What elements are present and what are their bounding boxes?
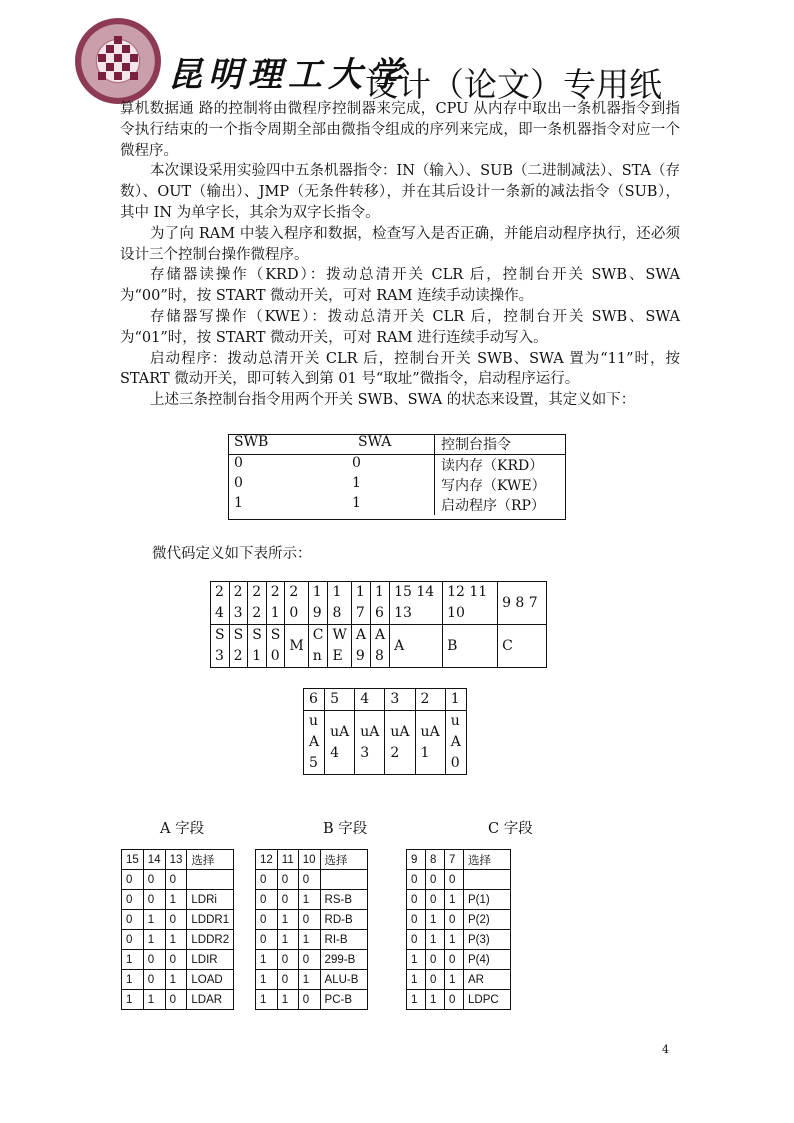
table-row	[228, 475, 566, 495]
table-row	[122, 870, 234, 890]
table-cell: LDAR	[187, 990, 234, 1010]
table-cell: 0	[122, 910, 144, 930]
table-cell: LDIR	[187, 950, 234, 970]
table-header: 14	[143, 850, 165, 870]
field-table	[406, 849, 511, 1010]
table-cell: 0	[426, 970, 445, 990]
table-row	[122, 970, 234, 990]
table-header: 13	[165, 850, 187, 870]
table-cell: 1	[143, 990, 165, 1010]
table-cell: 1	[298, 970, 320, 990]
table-cell: LDDR1	[187, 910, 234, 930]
bit-row	[211, 582, 547, 625]
table-header-row	[228, 434, 566, 455]
bit-cell: 2 4	[211, 582, 230, 625]
bit-cell: 2 3	[229, 582, 248, 625]
field-cell: uA 3	[355, 711, 385, 775]
table-cell: 1	[122, 970, 144, 990]
page-header	[75, 18, 715, 104]
table-header: 15	[122, 850, 144, 870]
table-header-row	[256, 850, 368, 870]
field-c: C	[498, 625, 547, 668]
bit-row	[304, 689, 467, 711]
table-row	[256, 910, 368, 930]
field-cell: uA 2	[385, 711, 415, 775]
table-row	[122, 890, 234, 910]
table-cell: 0	[256, 890, 278, 910]
table-cell: 0	[122, 890, 144, 910]
table-cell: LOAD	[187, 970, 234, 990]
microcode-table	[210, 581, 547, 668]
table-cell: 1	[426, 910, 445, 930]
bit-range-c: 9 8 7	[498, 582, 547, 625]
table-cell: 0	[143, 890, 165, 910]
table-cell: 1	[256, 970, 278, 990]
table-cell: 0	[277, 950, 298, 970]
table-row	[407, 990, 511, 1010]
paragraph: 存储器读操作（KRD）：拨动总清开关 CLR 后，控制台开关 SWB、SWA 为“00”时，按 START 微动开关，可对 RAM 连续手动读操作。	[120, 267, 680, 305]
university-logo	[75, 18, 161, 104]
table-cell: 1	[426, 930, 445, 950]
paragraph: 为了向 RAM 中装入程序和数据，检查写入是否正确，并能启动程序执行，还必须设计三个控制台操作微程序。	[120, 225, 680, 263]
table-cell	[464, 870, 511, 890]
field-row	[211, 625, 547, 668]
table-cell: PC-B	[320, 990, 367, 1010]
table-cell: 0	[256, 930, 278, 950]
table-row	[122, 950, 234, 970]
table-row	[256, 950, 368, 970]
table-cell: 0	[426, 890, 445, 910]
table-cell: 0	[445, 950, 464, 970]
table-cell: 0	[426, 950, 445, 970]
table-cell: 1	[352, 495, 361, 511]
table-header: 选择	[187, 850, 234, 870]
field-cell: C n	[308, 625, 328, 668]
field-cell: A 9	[351, 625, 370, 668]
table-cell: 0	[165, 870, 187, 890]
table-row	[407, 930, 511, 950]
table-cell: 0	[445, 870, 464, 890]
bit-cell: 5	[325, 689, 355, 711]
table-cell: 启动程序（RP）	[435, 495, 567, 515]
bit-cell: 1 6	[370, 582, 389, 625]
table-cell: RI-B	[320, 930, 367, 950]
table-cell: 0	[445, 910, 464, 930]
table-header-row	[407, 850, 511, 870]
field-cell: uA 1	[415, 711, 445, 775]
console-instruction-table	[228, 434, 566, 515]
table-cell	[187, 870, 234, 890]
table-header: SWA	[340, 434, 435, 455]
paragraph: 算机数据通 路的控制将由微程序控制器来完成，CPU 从内存中取出一条机器指令到指令执行结束的一个指令周期全部由微指令组成的序列来完成，即一条机器指令对应一个微程序。	[120, 101, 680, 159]
table-cell: 1	[122, 950, 144, 970]
table-cell: 0	[407, 910, 426, 930]
field-cell: S 0	[266, 625, 285, 668]
table-cell: 0	[277, 890, 298, 910]
table-cell: RD-B	[320, 910, 367, 930]
field-c-label: C 字段	[488, 821, 533, 837]
field-cell: S 1	[248, 625, 267, 668]
table-cell: 1	[165, 890, 187, 910]
table-cell: 0	[165, 950, 187, 970]
table-cell: 1	[298, 930, 320, 950]
table-cell: 0	[234, 455, 243, 471]
table-header: 7	[445, 850, 464, 870]
table-cell: 1	[143, 930, 165, 950]
table-cell: 读内存（KRD）	[435, 455, 567, 476]
next-address-table	[303, 688, 467, 775]
micro-code-caption: 微代码定义如下表所示：	[152, 546, 312, 562]
table-cell: P(1)	[464, 890, 511, 910]
bit-cell: 2	[415, 689, 445, 711]
table-cell: 写内存（KWE）	[435, 475, 567, 495]
table-row	[407, 970, 511, 990]
paragraph: 本次课设采用实验四中五条机器指令：IN（输入）、SUB（二进制减法）、STA（存数）、OUT（输出）、JMP（无条件转移），并在其后设计一条新的减法指令（SUB），其中 IN 为单字长，其余为双字长指令。	[120, 163, 681, 221]
bit-cell: 2 1	[266, 582, 285, 625]
table-header: 12	[256, 850, 278, 870]
body-text	[120, 99, 680, 411]
table-cell: 0	[143, 870, 165, 890]
table-row	[256, 970, 368, 990]
table-row	[256, 890, 368, 910]
table-cell: 0	[122, 870, 144, 890]
table-row	[256, 870, 368, 890]
table-cell: 1	[277, 990, 298, 1010]
table-cell: P(3)	[464, 930, 511, 950]
table-row	[228, 495, 566, 515]
table-cell: 0	[122, 930, 144, 950]
table-row	[407, 950, 511, 970]
table-cell: 0	[298, 950, 320, 970]
field-cell: S 2	[229, 625, 248, 668]
logo-emblem	[93, 36, 143, 86]
table-cell: 1	[445, 930, 464, 950]
table-row	[256, 990, 368, 1010]
table-header: 选择	[320, 850, 367, 870]
table-header-row	[122, 850, 234, 870]
table-cell: 0	[407, 930, 426, 950]
table-cell: 299-B	[320, 950, 367, 970]
table-cell: 1	[407, 970, 426, 990]
table-cell: 1	[122, 990, 144, 1010]
field-table	[121, 849, 234, 1010]
table-cell: LDPC	[464, 990, 511, 1010]
table-cell: 1	[277, 930, 298, 950]
table-cell: 1	[256, 990, 278, 1010]
table-cell: 0	[256, 910, 278, 930]
table-row	[228, 455, 566, 476]
table-cell: LDDR2	[187, 930, 234, 950]
field-cell: u A 0	[445, 711, 466, 775]
table-cell: 0	[298, 870, 320, 890]
table-cell: 0	[143, 970, 165, 990]
field-cell: W E	[328, 625, 351, 668]
bit-cell: 1 8	[328, 582, 351, 625]
table-row	[407, 890, 511, 910]
table-row	[122, 910, 234, 930]
table-cell: 1	[407, 950, 426, 970]
table-cell: 0	[256, 870, 278, 890]
table-cell	[320, 870, 367, 890]
table-cell: RS-B	[320, 890, 367, 910]
table-cell: P(4)	[464, 950, 511, 970]
university-name: 昆明理工大学	[168, 55, 408, 95]
table-cell: 1	[256, 950, 278, 970]
paragraph: 启动程序：拨动总清开关 CLR 后，控制台开关 SWB、SWA 置为“11”时，按START 微动开关，即可转入到第 01 号“取址”微指令，启动程序运行。	[120, 350, 680, 388]
field-a: A	[390, 625, 443, 668]
bit-range-b: 12 11 10	[443, 582, 498, 625]
bit-cell: 2 0	[285, 582, 308, 625]
paragraph: 存储器写操作（KWE）：拨动总清开关 CLR 后，控制台开关 SWB、SWA 为“01”时，按 START 微动开关，可对 RAM 进行连续手动写入。	[120, 308, 680, 346]
table-row	[256, 930, 368, 950]
field-cell: A 8	[370, 625, 389, 668]
table-cell: 1	[352, 475, 361, 491]
table-cell: 1	[445, 890, 464, 910]
paper-subtitle: 设计（论文）专用纸	[365, 65, 662, 104]
table-cell: 0	[352, 455, 361, 471]
page-number: 4	[662, 1043, 669, 1056]
table-cell: 0	[277, 870, 298, 890]
bit-cell: 3	[385, 689, 415, 711]
bit-cell: 6	[304, 689, 325, 711]
table-cell: 0	[234, 475, 243, 491]
field-cell: S 3	[211, 625, 230, 668]
table-header: 控制台指令	[435, 434, 567, 455]
table-cell: 1	[277, 910, 298, 930]
field-cell: u A 5	[304, 711, 325, 775]
table-header: SWB	[228, 434, 340, 455]
table-header: 11	[277, 850, 298, 870]
table-row	[407, 870, 511, 890]
bit-range-a: 15 14 13	[390, 582, 443, 625]
table-header: 10	[298, 850, 320, 870]
table-cell: 1	[165, 970, 187, 990]
field-b: B	[443, 625, 498, 668]
table-cell: 0	[298, 910, 320, 930]
table-header: 9	[407, 850, 426, 870]
table-cell: 0	[277, 970, 298, 990]
table-cell: 0	[407, 870, 426, 890]
table-cell: 1	[143, 910, 165, 930]
table-cell: P(2)	[464, 910, 511, 930]
table-cell: 0	[445, 990, 464, 1010]
table-cell: 1	[234, 495, 243, 511]
table-cell: 1	[407, 990, 426, 1010]
bit-cell: 1 7	[351, 582, 370, 625]
field-cell: uA 4	[325, 711, 355, 775]
table-row	[407, 910, 511, 930]
table-cell: 1	[298, 890, 320, 910]
table-cell: 0	[426, 870, 445, 890]
bit-cell: 2 2	[248, 582, 267, 625]
table-cell: 0	[298, 990, 320, 1010]
table-cell: 1	[426, 990, 445, 1010]
table-cell: 1	[165, 930, 187, 950]
bit-cell: 4	[355, 689, 385, 711]
table-row	[122, 930, 234, 950]
table-cell: 0	[165, 990, 187, 1010]
table-cell: 0	[407, 890, 426, 910]
field-row	[304, 711, 467, 775]
table-header: 8	[426, 850, 445, 870]
field-a-label: A 字段	[160, 821, 205, 837]
table-cell: ALU-B	[320, 970, 367, 990]
field-b-label: B 字段	[323, 821, 368, 837]
table-header: 选择	[464, 850, 511, 870]
table-cell: 0	[143, 950, 165, 970]
field-cell: M	[285, 625, 308, 668]
bit-cell: 1	[445, 689, 466, 711]
table-cell: 1	[445, 970, 464, 990]
field-table	[255, 849, 368, 1010]
table-cell: AR	[464, 970, 511, 990]
table-cell: 0	[165, 910, 187, 930]
table-cell: LDRi	[187, 890, 234, 910]
bit-cell: 1 9	[308, 582, 328, 625]
paragraph: 上述三条控制台指令用两个开关 SWB、SWA 的状态来设置，其定义如下：	[150, 392, 636, 409]
table-row	[122, 990, 234, 1010]
